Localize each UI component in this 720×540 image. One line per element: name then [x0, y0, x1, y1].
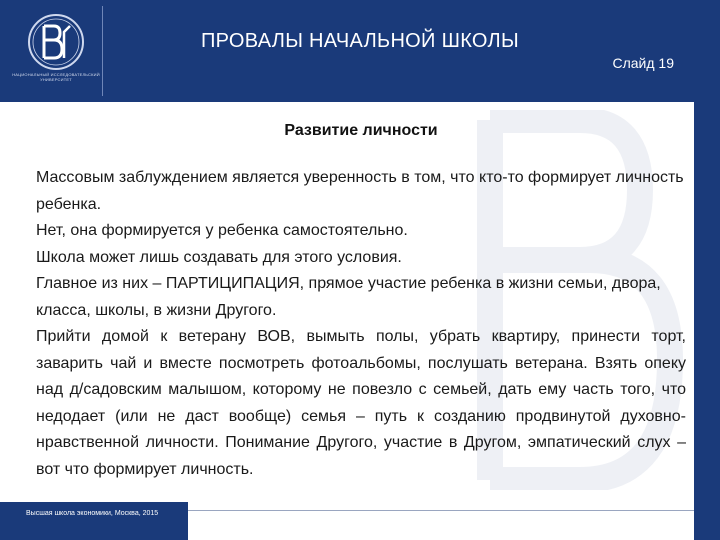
paragraph: Главное из них – ПАРТИЦИПАЦИЯ, прямое участие ребенка в жизни семьи, двора, класса, школы, в жизни Другого.: [36, 275, 661, 319]
slide-header: [0, 0, 720, 102]
header-divider: [102, 6, 103, 96]
slide-title: ПРОВАЛЫ НАЧАЛЬНОЙ ШКОЛЫ: [200, 30, 519, 52]
paragraph: Массовым заблуждением является уверенность в том, что кто-то формирует личность ребенка.: [36, 169, 684, 213]
footer-block: [0, 502, 188, 540]
logo-caption: НАЦИОНАЛЬНЫЙ ИССЛЕДОВАТЕЛЬСКИЙ УНИВЕРСИТЕТ: [12, 72, 100, 82]
slide-number: Слайд 19: [612, 55, 674, 71]
right-decor-stripe: [694, 0, 720, 540]
footer-text: Высшая школа экономики, Москва, 2015: [26, 510, 159, 517]
paragraph: Нет, она формируется у ребенка самостоятельно.: [36, 222, 408, 239]
section-subtitle: Развитие личности: [284, 122, 438, 139]
hse-logo-icon: [14, 8, 98, 98]
body-text: [36, 165, 686, 483]
paragraph: Прийти домой к ветерану ВОВ, вымыть полы, убрать квартиру, принести торт, заварить чай и вместе посмотреть фотоальбомы, послушать ветерана. Взять опеку над д/садовским малышом, которому не повезло с семьей, дать ему часть того, что недодает (или не даст вообще) семья – путь к созданию продвинутой духовно-нравственной личности. Понимание Другого, участие в Другом, эмпатический слух – вот что формирует личность.: [36, 328, 686, 478]
paragraph: Школа может лишь создавать для этого условия.: [36, 248, 402, 266]
